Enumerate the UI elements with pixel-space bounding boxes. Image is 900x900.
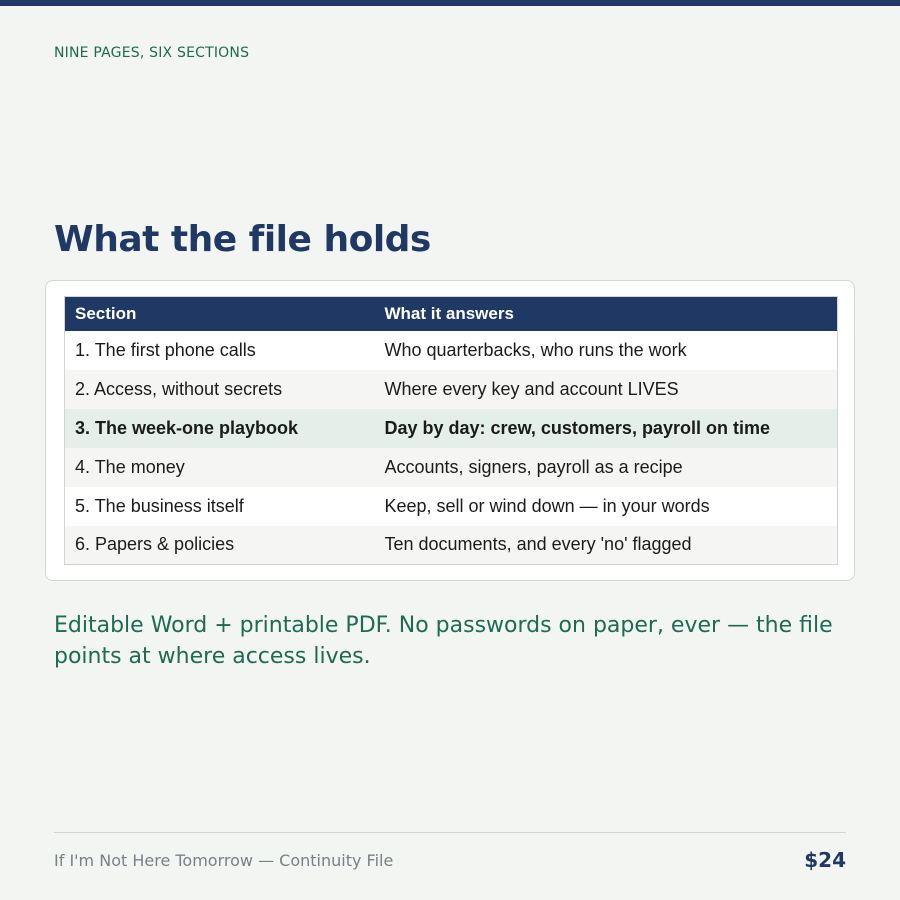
footer-price: $24 bbox=[804, 848, 846, 872]
table-row bbox=[65, 331, 838, 370]
table-card bbox=[45, 280, 855, 581]
section-cell: 1. The first phone calls bbox=[65, 331, 375, 370]
header-what-it-answers: What it answers bbox=[375, 297, 838, 331]
format-note: Editable Word + printable PDF. No passwords on paper, ever — the file points at where access lives. bbox=[54, 613, 833, 669]
footer-divider bbox=[54, 832, 846, 833]
answer-cell: Day by day: crew, customers, payroll on time bbox=[375, 409, 838, 448]
table-row bbox=[65, 487, 838, 526]
answer-cell: Accounts, signers, payroll as a recipe bbox=[375, 448, 838, 487]
footer-product-name: If I'm Not Here Tomorrow — Continuity File bbox=[54, 851, 394, 870]
table-header-row bbox=[65, 297, 838, 331]
header-section: Section bbox=[65, 297, 375, 331]
top-accent-bar bbox=[0, 0, 900, 6]
table-row bbox=[65, 448, 838, 487]
table-row-highlighted bbox=[65, 409, 838, 448]
section-cell: 4. The money bbox=[65, 448, 375, 487]
answer-cell: Keep, sell or wind down — in your words bbox=[375, 487, 838, 526]
section-cell: 3. The week-one playbook bbox=[65, 409, 375, 448]
sections-table bbox=[64, 296, 838, 565]
section-cell: 2. Access, without secrets bbox=[65, 370, 375, 409]
eyebrow-label: NINE PAGES, SIX SECTIONS bbox=[54, 45, 250, 61]
table-row bbox=[65, 370, 838, 409]
section-cell: 6. Papers & policies bbox=[65, 526, 375, 565]
answer-cell: Who quarterbacks, who runs the work bbox=[375, 331, 838, 370]
page-title: What the file holds bbox=[54, 219, 431, 260]
answer-cell: Where every key and account LIVES bbox=[375, 370, 838, 409]
answer-cell: Ten documents, and every 'no' flagged bbox=[375, 526, 838, 565]
section-cell: 5. The business itself bbox=[65, 487, 375, 526]
table-row bbox=[65, 526, 838, 565]
